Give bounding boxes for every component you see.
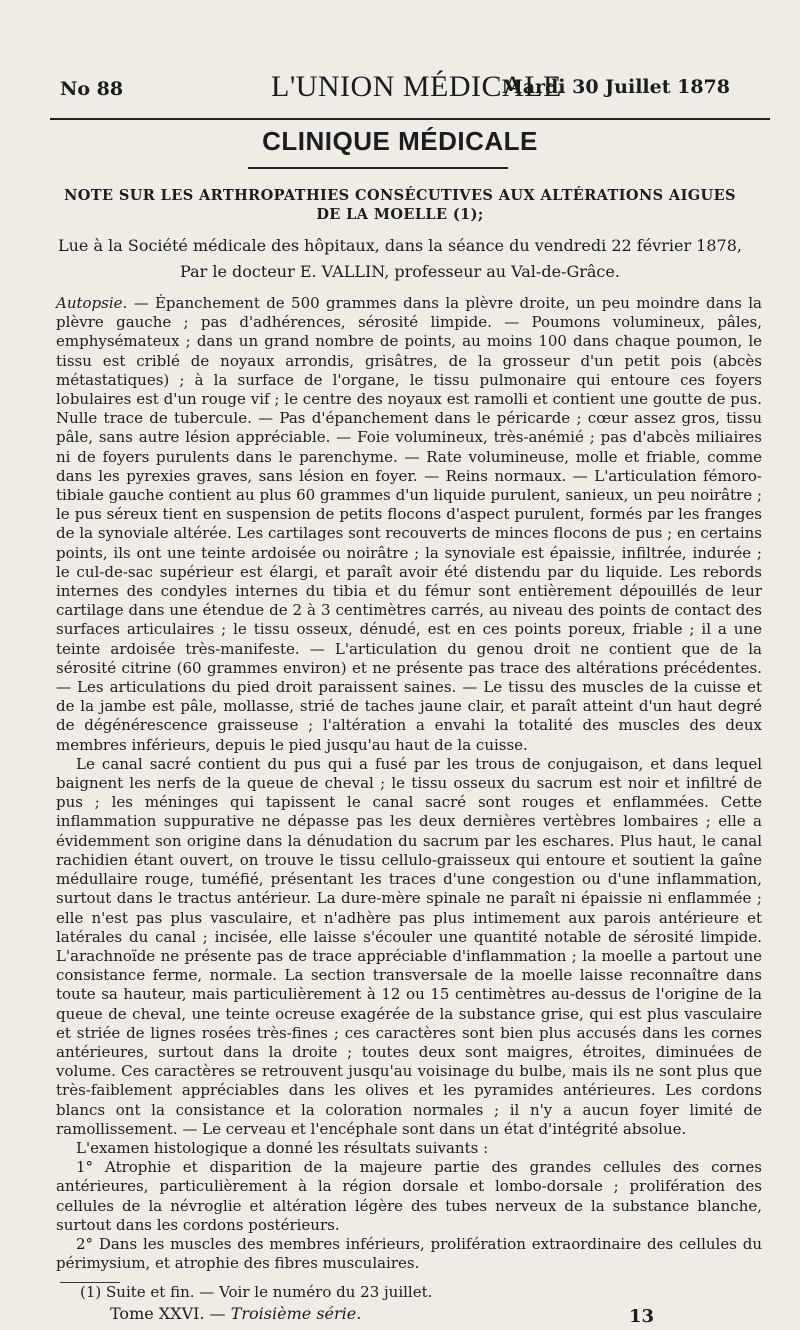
paragraph-canal-sacre: Le canal sacré contient du pus qui a fusé par les trous de conjugaison, et dans lequel baignent les nerfs de la queue de cheval ; le tissu osseux du sacrum est noir et infiltré de pus ; les méninges qui tapissent le canal sacré sont rouges et enflammées. Cette inflammation suppurative ne dépasse pas les deux dernières vertèbres lombaires ; elle a évidemment son origine dans la dénudation du sacrum par les eschares. Plus haut, le canal rachidien étant ouvert, on trouve le tissu cellulo-graisseux qui entoure et soutient la gaîne médullaire rouge, tuméfié, présentant les traces d'une congestion ou d'une inflammation, surtout dans le tractus antérieur. La dure-mère spinale ne paraît ni épaissie ni enflammée ; elle n'est pas plus vasculaire, et n'adhère pas plus intimement aux parois antérieure et latérales du canal ; incisée, elle laisse s'écouler une quantité notable de sérosité limpide. L'arachnoïde ne présente pas de trace appréciable d'inflammation ; la moelle a partout une consistance ferme, normale. La section transversale de la moelle laisse reconnaître dans toute sa hauteur, mais particulièrement à 12 ou 15 centimètres au-dessus de l'origine de la queue de cheval, une teinte ocreuse exagérée de la substance grise, qui est plus vasculaire et striée de lignes rosées très-fines ; ces caractères sont bien plus accusés dans les cornes antérieures, surtout dans la droite ; toutes deux sont maigres, étroites, diminuées de volume. Ces caractères se retrouvent jusqu'au voisinage du bulbe, mais ils ne sont plus que très-faiblement appréciables dans les olives et les pyramides antérieures. Les cordons blancs ont la consistance et la coloration normales ; il n'y a aucun foyer limité de ramollissement. — Le cerveau et l'encéphale sont dans un état d'intégrité absolue. xyxy=(56,754,762,1138)
section-rule xyxy=(248,167,508,169)
paragraph-autopsie xyxy=(56,294,762,755)
page-header xyxy=(56,70,730,106)
issue-number: No 88 xyxy=(60,78,124,100)
article-title: NOTE SUR LES ARTHROPATHIES CONSÉCUTIVES AUX ALTÉRATIONS AIGUES DE LA MOELLE (1); xyxy=(64,187,736,223)
section-title: CLINIQUE MÉDICALE xyxy=(262,126,538,156)
volume-label: Tome XXVI. — xyxy=(110,1304,226,1323)
page-number: 13 xyxy=(628,1306,654,1327)
paragraph-autopsie-text: — Épanchement de 500 grammes dans la plèvre droite, un peu moindre dans la plèvre gauche ; pas d'adhérences, sérosité limpide. — Poumons volumineux, pâles, emphysémateux ; dans un grand nombre de points, au moins 100 dans chaque poumon, le tissu est criblé de noyaux arrondis, grisâtres, de la grosseur d'un petit pois (abcès métastatiques) ; à la surface de l'organe, le tissu pulmonaire qui entoure ces foyers lobulaires est d'un rouge vif ; le centre des noyaux est ramolli et contient une goutte de pus. Nulle trace de tubercule. — Pas d'épanchement dans le péricarde ; cœur assez gros, tissu pâle, sans autre lésion appréciable. — Foie volumineux, très-anémié ; pas d'abcès miliaires ni de foyers purulents dans le parenchyme. — Rate volumineuse, molle et friable, comme dans les pyrexies graves, sans lésion en foyer. — Reins normaux. — L'articulation fémoro-tibiale gauche contient au plus 60 grammes d'un liquide purulent, sanieux, un peu noirâtre ; le pus séreux tient en suspension de petits flocons d'aspect purulent, formés par les franges de la synoviale altérée. Les cartilages sont recouverts de minces flocons de pus ; en certains points, ils ont une teinte ardoisée ou noirâtre ; la synoviale est épaissie, infiltrée, indurée ; le cul-de-sac supérieur est élargi, et paraît avoir été distendu par du liquide. Les rebords internes des condyles internes du tibia et du fémur sont entièrement dépouillés de leur cartilage dans une étendue de 2 à 3 centimètres carrés, au niveau des points de contact des surfaces articulaires ; le tissu osseux, dénudé, est en ces points poreux, friable ; il a une teinte ardoisée très-manifeste. — L'articulation du genou droit ne contient que de la sérosité citrine (60 grammes environ) et ne présente pas trace des altérations précédentes. — Les articulations du pied droit paraissent saines. — Le tissu des muscles de la cuisse et de la jambe est pâle, mollasse, strié de taches jaune clair, et paraît atteint d'un haut degré de dégénérescence graisseuse ; l'altération a envahi la totalité des muscles des deux membres inférieurs, depuis le pied jusqu'au haut de la cuisse. xyxy=(56,294,762,754)
read-at-line: Lue à la Société médicale des hôpitaux, dans la séance du vendredi 22 février 1878, xyxy=(58,236,742,255)
footnote: (1) Suite et fin. — Voir le numéro du 23 juillet. xyxy=(80,1283,433,1301)
header-rule xyxy=(50,118,770,120)
article-body xyxy=(56,294,762,1273)
series-label: Troisième série. xyxy=(230,1304,362,1323)
journal-title: L'UNION MÉDICALE xyxy=(271,70,562,103)
paragraph-examen: L'examen histologique a donné les résultats suivants : xyxy=(76,1138,489,1157)
autopsie-label: Autopsie. xyxy=(56,294,128,312)
issue-date: Mardi 30 Juillet 1878 xyxy=(501,76,730,98)
paragraph-point-2: 2° Dans les muscles des membres inférieurs, prolifération extraordinaire des cellules du périmysium, et atrophie des fibres musculaires. xyxy=(56,1234,762,1273)
paragraph-point-1: 1° Atrophie et disparition de la majeure partie des grandes cellules des cornes antérieures, particulièrement à la région dorsale et lombo-dorsale ; prolifération des cellules de la névroglie et altération légère des tubes nerveux de la substance blanche, surtout dans les cordons postérieurs. xyxy=(56,1158,762,1234)
author-line: Par le docteur E. VALLIN, professeur au Val-de-Grâce. xyxy=(180,262,620,281)
volume-line xyxy=(110,1304,361,1323)
